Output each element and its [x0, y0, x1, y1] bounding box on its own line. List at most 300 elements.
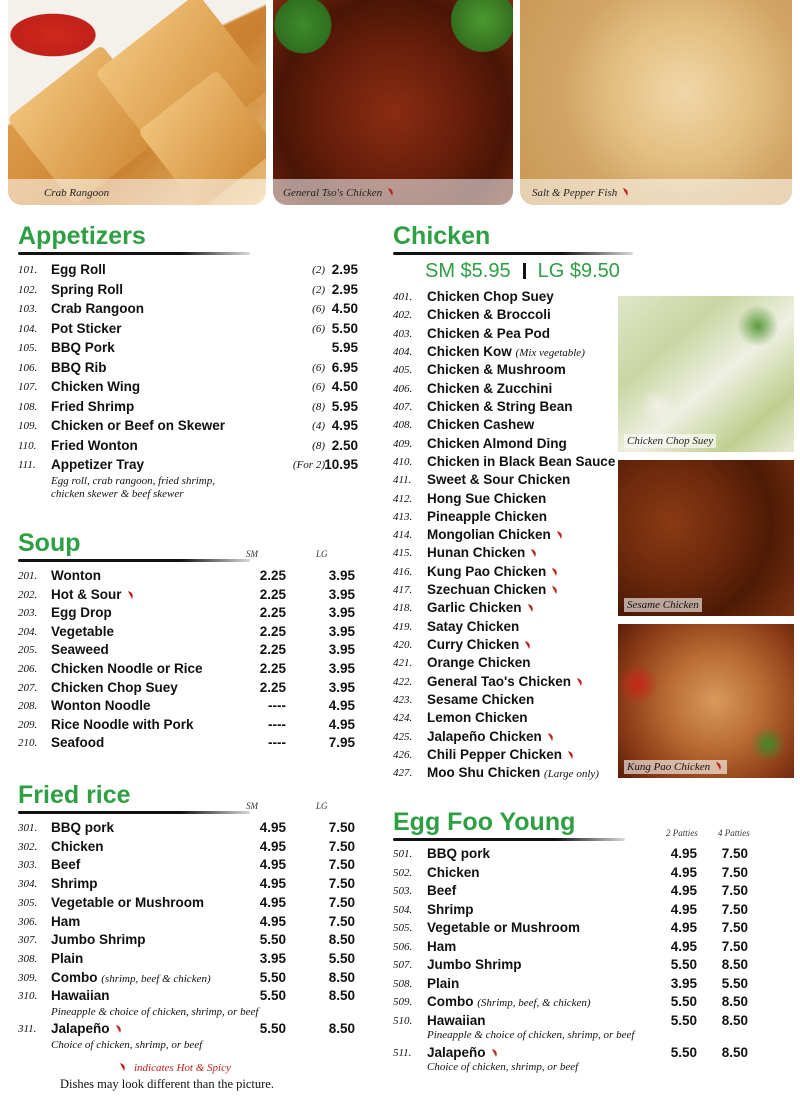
chicken-price-sm: SM $5.95 — [425, 260, 511, 282]
item-number: 102. — [18, 283, 38, 296]
item-number: 303. — [18, 859, 38, 872]
chicken-item — [393, 454, 618, 472]
item-name: BBQ pork — [427, 846, 491, 861]
price-sm: 5.50 — [259, 988, 286, 1004]
egg-foo-young-item — [393, 846, 753, 864]
item-number: 207. — [18, 681, 38, 694]
item-number: 101. — [18, 264, 38, 276]
kung-pao-caption: Kung Pao Chicken — [624, 760, 727, 774]
price-2-patties: 4.95 — [670, 901, 697, 917]
fried-rice-title: Fried rice — [18, 781, 131, 809]
soup-item — [18, 586, 355, 605]
item-name: Wonton Noodle — [51, 698, 151, 714]
item-name: Sweet & Sour Chicken — [427, 472, 571, 488]
chicken-item — [393, 307, 618, 325]
price-sm: 4.95 — [259, 838, 286, 854]
item-number: 508. — [393, 977, 413, 990]
item-name: Pineapple Chicken — [427, 508, 548, 524]
item-number: 206. — [18, 663, 38, 675]
price-2-patties: 5.50 — [670, 1045, 697, 1060]
appetizer-item — [18, 281, 358, 300]
spicy-legend — [118, 1062, 231, 1074]
salt-pepper-fish-photo — [520, 0, 792, 205]
item-number: 201. — [18, 570, 38, 582]
hot-pepper-icon — [621, 187, 631, 197]
item-name: Fried Wonton — [51, 437, 138, 453]
item-name: Chicken — [427, 864, 480, 880]
fried-rice-item — [18, 969, 355, 988]
item-number: 305. — [18, 896, 38, 909]
item-name: Szechuan Chicken — [427, 582, 560, 597]
item-number: 401. — [393, 291, 413, 303]
item-number: 307. — [18, 934, 38, 947]
fried-rice-item — [18, 820, 355, 838]
egg-foo-young-item — [393, 902, 753, 920]
item-number: 406. — [393, 382, 413, 395]
item-number: 503. — [393, 885, 413, 897]
soup-col-sm: SM — [246, 549, 258, 559]
item-number: 416. — [393, 565, 413, 578]
item-number: 106. — [18, 361, 38, 374]
item-number: 310. — [18, 990, 38, 1003]
item-number: 418. — [393, 602, 413, 615]
item-name: Hawaiian — [427, 1012, 486, 1028]
price-4-patties: 7.50 — [721, 883, 748, 898]
item-number: 202. — [18, 588, 38, 601]
price-lg: 7.50 — [328, 913, 355, 929]
item-number: 301. — [18, 822, 38, 834]
price-sm: 2.25 — [259, 642, 286, 658]
item-number: 208. — [18, 700, 38, 713]
hot-pepper-icon — [126, 590, 136, 600]
item-number: 420. — [393, 639, 413, 652]
fried-rice-item — [18, 913, 355, 932]
item-number: 421. — [393, 657, 413, 670]
price-2-patties: 4.95 — [670, 920, 697, 935]
appetizer-tray-desc-2: chicken skewer & beef skewer — [51, 488, 184, 500]
item-number: 107. — [18, 381, 38, 393]
hot-pepper-icon — [714, 761, 724, 771]
item-price: 5.95 — [331, 398, 358, 414]
egg-foo-young-item — [393, 883, 753, 901]
item-name: Rice Noodle with Pork — [51, 716, 194, 732]
item-number: 309. — [18, 971, 38, 984]
item-number: 426. — [393, 749, 413, 761]
chicken-item — [393, 326, 618, 344]
item-name: Seaweed — [51, 642, 109, 658]
price-lg: 8.50 — [328, 1021, 355, 1036]
price-4-patties: 8.50 — [721, 1012, 748, 1028]
item-name: Jumbo Shrimp — [427, 957, 522, 972]
price-lg: 7.50 — [328, 876, 355, 892]
item-name: Chicken — [51, 838, 104, 854]
item-name: Chicken & Zucchini — [427, 380, 553, 396]
item-number: 511. — [393, 1047, 412, 1059]
fried-rice-col-lg: LG — [316, 801, 328, 811]
item-count: (6) — [312, 322, 325, 335]
chicken-item — [393, 600, 618, 618]
price-sm: 2.25 — [259, 586, 286, 602]
egg-foo-young-item — [393, 865, 753, 883]
item-name: Fried Shrimp — [51, 398, 135, 414]
fried-rice-item — [18, 838, 355, 857]
item-number: 502. — [393, 866, 413, 879]
price-lg: 3.95 — [328, 568, 355, 583]
item-name: Sesame Chicken — [427, 692, 535, 708]
soup-item — [18, 605, 355, 623]
item-number: 509. — [393, 996, 413, 1008]
item-note: (Large only) — [544, 768, 599, 781]
item-name: Chicken Chop Suey — [51, 679, 178, 695]
item-number: 104. — [18, 322, 38, 335]
hot-pepper-icon — [490, 1048, 500, 1058]
item-name: Chicken & String Bean — [427, 398, 573, 414]
item-count: (4) — [312, 420, 325, 432]
soup-col-lg: LG — [316, 549, 328, 559]
chicken-item — [393, 765, 618, 783]
chicken-item — [393, 399, 618, 417]
price-sm: 2.25 — [259, 661, 286, 676]
fried-rice-item — [18, 1021, 355, 1039]
price-2-patties: 4.95 — [670, 846, 697, 861]
item-number: 411. — [393, 474, 412, 487]
price-4-patties: 5.50 — [721, 975, 748, 991]
price-lg: 7.95 — [328, 735, 355, 751]
price-4-patties: 8.50 — [721, 1045, 748, 1060]
soup-underline — [18, 559, 250, 562]
item-price: 5.50 — [331, 320, 358, 336]
hot-pepper-icon — [526, 603, 536, 613]
item-name: Chicken & Broccoli — [427, 307, 551, 323]
item-name: BBQ Pork — [51, 340, 115, 355]
item-name: Egg Drop — [51, 605, 112, 621]
item-name: Hong Sue Chicken — [427, 490, 547, 506]
hot-pepper-icon — [529, 548, 539, 558]
price-lg: 7.50 — [328, 820, 355, 835]
item-price: 2.95 — [331, 262, 358, 277]
item-number: 404. — [393, 345, 413, 358]
egg-foo-young-item — [393, 939, 753, 957]
item-name: Pot Sticker — [51, 320, 122, 336]
item-count: (6) — [312, 361, 325, 374]
item-name: Chicken or Beef on Skewer — [51, 418, 226, 433]
egg-foo-young-item — [393, 1013, 753, 1031]
hot-pepper-icon — [555, 530, 565, 540]
crab-rangoon-caption: Crab Rangoon — [44, 187, 110, 199]
item-name: Jalapeño Chicken — [427, 729, 556, 744]
egg-foo-young-item — [393, 957, 753, 975]
price-lg: 7.50 — [328, 894, 355, 910]
price-4-patties: 8.50 — [721, 994, 748, 1009]
soup-item — [18, 735, 355, 753]
item-number: 405. — [393, 364, 413, 377]
item-name: Appetizer Tray — [51, 457, 145, 472]
chicken-item — [393, 527, 618, 545]
item-note: (Shrimp, beef, & chicken) — [477, 997, 591, 1009]
item-number: 422. — [393, 675, 413, 688]
egg-foo-young-item — [393, 994, 753, 1012]
chicken-item — [393, 637, 618, 655]
price-lg: 7.50 — [328, 857, 355, 873]
item-name: Shrimp — [427, 901, 474, 917]
item-number: 105. — [18, 342, 38, 354]
item-name: Satay Chicken — [427, 618, 520, 634]
price-lg: 3.95 — [328, 642, 355, 658]
chicken-item — [393, 674, 618, 692]
price-lg: 7.50 — [328, 838, 355, 854]
item-number: 425. — [393, 730, 413, 743]
item-name: Chicken in Black Bean Sauce — [427, 453, 616, 469]
soup-item — [18, 679, 355, 698]
item-name: Beef — [427, 883, 457, 898]
item-price: 4.50 — [331, 301, 358, 316]
item-name: Jalapeño — [427, 1045, 500, 1060]
item-count: (2) — [312, 283, 325, 296]
appetizer-item — [18, 359, 358, 378]
crab-rangoon-photo — [8, 0, 266, 205]
item-price: 4.50 — [331, 379, 358, 394]
item-name: Chicken Cashew — [427, 417, 535, 433]
hot-pepper-icon — [546, 732, 556, 742]
appetizers-underline — [18, 252, 250, 255]
item-name: Chili Pepper Chicken — [427, 747, 576, 762]
item-name: Seafood — [51, 735, 105, 751]
item-name: Kung Pao Chicken — [427, 564, 560, 579]
item-number: 415. — [393, 547, 413, 560]
price-sm: 4.95 — [259, 894, 286, 910]
item-number: 306. — [18, 915, 38, 928]
item-price: 10.95 — [324, 457, 358, 472]
hot-pepper-icon — [550, 585, 560, 595]
soup-item — [18, 698, 355, 716]
kung-pao-chicken-photo — [618, 624, 794, 778]
item-name: Combo (Shrimp, beef, & chicken) — [427, 994, 591, 1009]
chicken-item — [393, 417, 618, 435]
item-number: 308. — [18, 952, 38, 965]
chicken-price-lg: LG $9.50 — [537, 260, 620, 282]
item-name: BBQ pork — [51, 820, 115, 835]
soup-item — [18, 661, 355, 679]
item-name: Moo Shu Chicken (Large only) — [427, 765, 599, 781]
price-2-patties: 3.95 — [670, 975, 697, 991]
price-lg: 4.95 — [328, 698, 355, 714]
item-number: 103. — [18, 303, 38, 315]
price-lg: 3.95 — [328, 586, 355, 602]
item-name: Lemon Chicken — [427, 710, 528, 726]
item-number: 304. — [18, 878, 38, 891]
fried-rice-item — [18, 988, 355, 1006]
chicken-chop-suey-photo — [618, 296, 794, 452]
item-name: Plain — [427, 975, 460, 991]
appetizer-item — [18, 379, 358, 397]
appetizer-item — [18, 340, 358, 358]
chicken-item — [393, 491, 618, 509]
item-name: Wonton — [51, 568, 101, 583]
hot-pepper-icon — [523, 640, 533, 650]
item-number: 414. — [393, 529, 413, 542]
hot-pepper-icon — [386, 187, 396, 197]
chicken-item — [393, 344, 618, 362]
item-count: (For 2) — [292, 459, 325, 471]
general-tso-photo — [273, 0, 513, 205]
appetizers-title: Appetizers — [18, 222, 146, 250]
item-number: 417. — [393, 584, 413, 597]
item-name: Chicken Kow (Mix vegetable) — [427, 343, 585, 359]
item-number: 505. — [393, 922, 413, 934]
hot-pepper-icon — [566, 750, 576, 760]
chicken-item — [393, 564, 618, 582]
item-number: 204. — [18, 625, 38, 638]
item-price: 2.95 — [331, 281, 358, 297]
item-note: (Mix vegetable) — [515, 346, 585, 359]
item-name: Spring Roll — [51, 281, 123, 297]
item-name: Curry Chicken — [427, 637, 533, 652]
item-note: (shrimp, beef & chicken) — [101, 972, 211, 985]
item-price: 5.95 — [331, 340, 358, 355]
price-sm: 4.95 — [259, 857, 286, 873]
item-name: Chicken & Pea Pod — [427, 325, 551, 341]
item-name: Chicken Noodle or Rice — [51, 661, 203, 676]
item-name: Mongolian Chicken — [427, 527, 565, 542]
item-name: Jalapeño — [51, 1021, 124, 1036]
item-name: Combo (shrimp, beef & chicken) — [51, 969, 211, 985]
item-number: 410. — [393, 455, 413, 468]
fried-rice-item — [18, 857, 355, 875]
chicken-item — [393, 692, 618, 710]
egg-foo-young-underline — [393, 838, 625, 841]
price-lg: 5.50 — [328, 950, 355, 966]
item-number: 209. — [18, 718, 38, 731]
item-name: Chicken Wing — [51, 379, 141, 394]
price-sm: 4.95 — [259, 876, 286, 892]
appetizer-item — [18, 398, 358, 417]
price-sm: 5.50 — [259, 1021, 286, 1036]
item-name: Jumbo Shrimp — [51, 932, 146, 948]
price-4-patties: 7.50 — [721, 901, 748, 917]
item-price: 2.50 — [331, 437, 358, 453]
item-count: (8) — [312, 400, 325, 413]
disclaimer: Dishes may look different than the picture. — [60, 1077, 274, 1091]
item-number: 205. — [18, 644, 38, 657]
chicken-item — [393, 582, 618, 600]
fried-rice-jalapeno-desc: Choice of chicken, shrimp, or beef — [51, 1039, 203, 1051]
chicken-item — [393, 655, 618, 673]
item-count: (2) — [312, 264, 325, 276]
item-name: Chicken & Mushroom — [427, 362, 566, 378]
price-2-patties: 4.95 — [670, 938, 697, 954]
fried-rice-item — [18, 894, 355, 913]
item-name: Beef — [51, 857, 81, 873]
hot-pepper-icon — [550, 567, 560, 577]
price-lg: 4.95 — [328, 716, 355, 732]
item-name: Crab Rangoon — [51, 301, 144, 316]
chicken-item — [393, 436, 618, 454]
price-sm: 4.95 — [259, 820, 286, 835]
appetizer-item — [18, 418, 358, 436]
price-4-patties: 7.50 — [721, 846, 748, 861]
price-sm: 2.25 — [259, 605, 286, 621]
price-2-patties: 4.95 — [670, 883, 697, 898]
item-count: (6) — [312, 381, 325, 393]
item-number: 402. — [393, 309, 413, 322]
item-number: 501. — [393, 848, 413, 860]
chicken-item — [393, 509, 618, 527]
item-number: 203. — [18, 607, 38, 620]
item-number: 419. — [393, 620, 413, 633]
price-sm: ---- — [268, 698, 286, 714]
price-lg: 8.50 — [328, 932, 355, 948]
soup-item — [18, 716, 355, 735]
fried-rice-col-sm: SM — [246, 801, 258, 811]
egg-foo-young-hawaiian-desc: Pineapple & choice of chicken, shrimp, or beef — [427, 1029, 635, 1041]
item-number: 403. — [393, 327, 413, 340]
item-price: 4.95 — [331, 418, 358, 433]
chicken-item — [393, 289, 618, 307]
item-number: 311. — [18, 1023, 37, 1035]
spicy-legend-text: indicates Hot & Spicy — [134, 1062, 231, 1074]
price-sm: 3.95 — [259, 950, 286, 966]
item-name: Chicken Chop Suey — [427, 289, 554, 304]
price-4-patties: 7.50 — [721, 920, 748, 935]
item-name: Ham — [427, 938, 457, 954]
price-2-patties: 4.95 — [670, 864, 697, 880]
item-number: 409. — [393, 437, 413, 450]
price-sm: 5.50 — [259, 932, 286, 948]
price-lg: 3.95 — [328, 605, 355, 621]
soup-title: Soup — [18, 529, 81, 557]
appetizer-item — [18, 262, 358, 280]
chicken-item — [393, 619, 618, 637]
item-name: Vegetable — [51, 623, 115, 639]
chicken-item — [393, 545, 618, 563]
sesame-chicken-photo — [618, 460, 794, 616]
fried-rice-hawaiian-desc: Pineapple & choice of chicken, shrimp, or beef — [51, 1006, 259, 1018]
item-number: 427. — [393, 767, 413, 780]
appetizer-item — [18, 301, 358, 319]
item-name: Orange Chicken — [427, 655, 531, 671]
item-number: 506. — [393, 940, 413, 953]
item-name: Hunan Chicken — [427, 545, 539, 560]
item-number: 408. — [393, 419, 413, 432]
item-number: 424. — [393, 712, 413, 725]
item-name: Shrimp — [51, 876, 98, 892]
price-4-patties: 7.50 — [721, 938, 748, 954]
egg-foo-young-jalapeno-desc: Choice of chicken, shrimp, or beef — [427, 1061, 579, 1073]
item-name: Egg Roll — [51, 262, 106, 277]
price-sm: 2.25 — [259, 679, 286, 695]
chicken-item — [393, 362, 618, 380]
item-number: 413. — [393, 510, 413, 523]
fried-rice-item — [18, 932, 355, 950]
price-sm: ---- — [268, 735, 286, 751]
item-count: (6) — [312, 303, 325, 315]
item-number: 510. — [393, 1014, 413, 1027]
price-sm: 2.25 — [259, 623, 286, 639]
fried-rice-underline — [18, 811, 250, 814]
item-name: Hawaiian — [51, 988, 110, 1004]
egg-foo-young-col-2: 2 Patties — [666, 828, 698, 838]
chicken-title: Chicken — [393, 222, 491, 250]
egg-foo-young-col-4: 4 Patties — [718, 828, 750, 838]
soup-item — [18, 623, 355, 642]
price-sm: ---- — [268, 716, 286, 732]
chop-suey-caption: Chicken Chop Suey — [624, 434, 716, 448]
appetizer-item — [18, 320, 358, 339]
price-2-patties: 5.50 — [670, 1012, 697, 1028]
item-count: (8) — [312, 439, 325, 452]
price-lg: 3.95 — [328, 661, 355, 676]
item-price: 6.95 — [331, 359, 358, 375]
